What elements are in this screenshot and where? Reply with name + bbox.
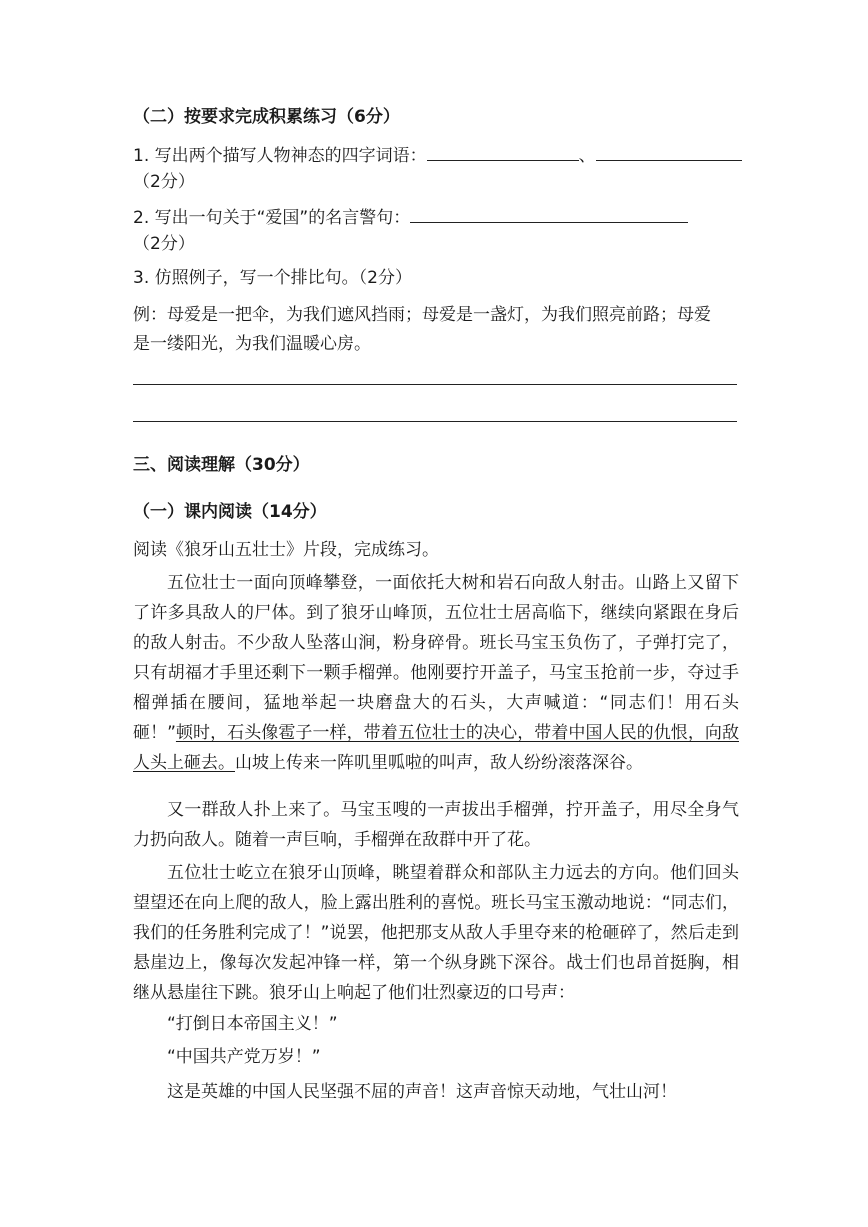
answer-line-1[interactable] [133, 384, 737, 385]
slogan-2: “中国共产党万岁！” [167, 1047, 321, 1067]
answer-blank-1a[interactable] [427, 142, 579, 161]
reading-intro: 阅读《狼牙山五壮士》片段，完成练习。 [133, 540, 439, 560]
underlined-sentence: 顿时，石头像雹子一样，带着五位壮士的决心，带着中国人民的仇恨，向敌人头上砸去。 [133, 723, 739, 773]
slogan-1: “打倒日本帝国主义！” [167, 1014, 338, 1034]
answer-blank-1b[interactable] [596, 142, 742, 161]
paragraph-1-text-a: 五位壮士一面向顶峰攀登，一面依托大树和岩石向敌人射击。山路上又留下了许多具敌人的尸体。到了狼牙山峰顶，五位壮士居高临下，继续向紧跟在身后的敌人射击。不少敌人坠落山涧，粉身碎骨。班长马宝玉负伤了，子弹打完了，只有胡福才手里还剩下一颗手榴弹。他刚要拧开盖子，马宝玉抢前一步，夺过手榴弹插在腰间，猛地举起一块磨盘大的石头，大声喊道：“同志们！用石头砸！” [133, 573, 739, 743]
question-2-score: （2分） [133, 234, 195, 254]
sub-heading-in-class-reading: （一）课内阅读（14分） [133, 502, 327, 522]
question-2-text: 2. 写出一句关于“爱国”的名言警句： [133, 208, 411, 228]
passage-paragraph-1 [133, 568, 739, 778]
section-heading-reading: 三、阅读理解（30分） [133, 455, 310, 475]
closing-sentence: 这是英雄的中国人民坚强不屈的声音！这声音惊天动地，气壮山河！ [167, 1082, 677, 1102]
answer-line-2[interactable] [133, 421, 737, 422]
question-3: 3. 仿照例子，写一个排比句。（2分） [133, 268, 412, 288]
question-1-score: （2分） [133, 172, 195, 192]
paragraph-1-text-b: 山坡上传来一阵叽里呱啦的叫声，敌人纷纷滚落深谷。 [235, 753, 643, 773]
answer-blank-2[interactable] [410, 204, 688, 223]
section-heading-accumulation: （二）按要求完成积累练习（6分） [133, 107, 400, 127]
passage-paragraph-2: 又一群敌人扑上来了。马宝玉嗖的一声拔出手榴弹，拧开盖子，用尽全身气力扔向敌人。随着一声巨响，手榴弹在敌群中开了花。 [133, 800, 739, 850]
passage-paragraph-3: 五位壮士屹立在狼牙山顶峰，眺望着群众和部队主力远去的方向。他们回头望望还在向上爬的敌人，脸上露出胜利的喜悦。班长马宝玉激动地说：“同志们，我们的任务胜利完成了！”说罢，他把那支从敌人手里夺来的枪砸碎了，然后走到悬崖边上，像每次发起冲锋一样，第一个纵身跳下深谷。战士们也昂首挺胸，相继从悬崖往下跳。狼牙山上响起了他们壮烈豪迈的口号声： [133, 863, 739, 1003]
example-line-2: 是一缕阳光，为我们温暖心房。 [133, 334, 371, 354]
question-1 [133, 142, 742, 168]
example-line-1: 例：母爱是一把伞，为我们遮风挡雨；母爱是一盏灯，为我们照亮前路；母爱 [133, 305, 711, 325]
question-2 [133, 204, 688, 230]
question-1-separator: 、 [578, 146, 596, 166]
question-1-text: 1. 写出两个描写人物神态的四字词语： [133, 146, 427, 166]
